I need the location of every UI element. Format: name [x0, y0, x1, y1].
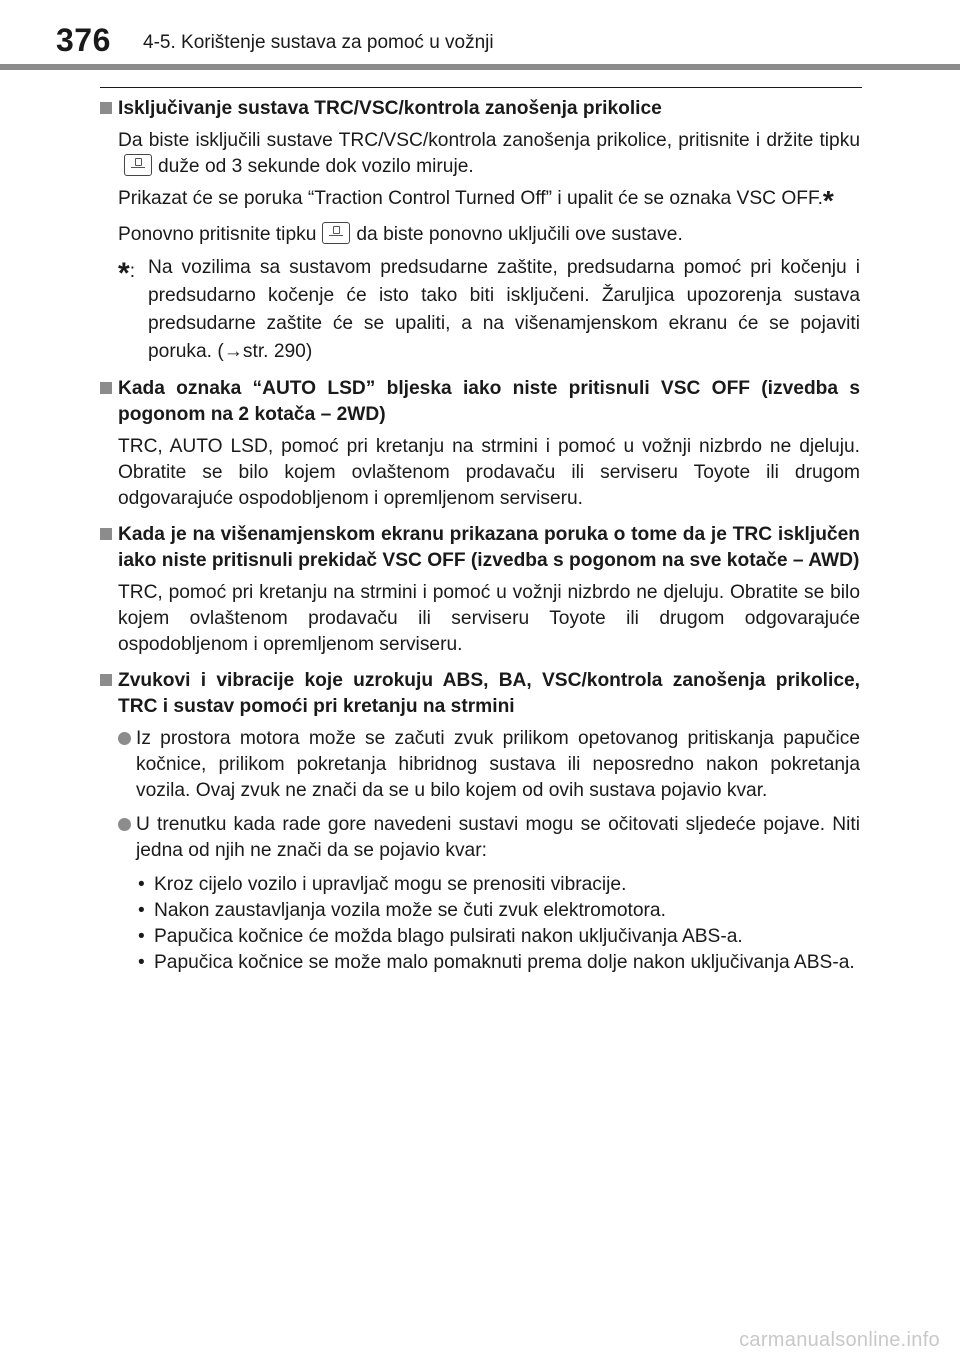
header-title: 4-5. Korištenje sustava za pomoć u vožnji [143, 32, 494, 53]
section-heading [100, 376, 860, 428]
header-band [0, 64, 960, 70]
section-heading-text: Zvukovi i vibracije koje uzrokuju ABS, BA, VSC/kontrola zanošenja prikolice, TRC i sustav pomoći pri kretanju na strmini [118, 670, 860, 717]
rule-line [100, 87, 862, 88]
dot-icon: • [138, 874, 145, 895]
paragraph-text: duže od 3 sekunde dok vozilo miruje. [158, 156, 474, 177]
bullet-item [100, 726, 860, 804]
bullet-text: U trenutku kada rade gore navedeni sustavi mogu se očitovati sljedeće pojave. Niti jedna od njih ne znači da se pojavio kvar: [136, 814, 860, 861]
circle-icon [118, 818, 131, 831]
footnote [100, 254, 860, 366]
list-item: • Papučica kočnice se može malo pomaknuti prema dolje nakon uključivanja ABS-a. [100, 950, 860, 976]
paragraph-text: da biste ponovno uključili ove sustave. [356, 224, 683, 245]
vsc-off-key-icon [322, 222, 350, 244]
footnote-mark: *: [118, 257, 136, 290]
circle-icon [118, 732, 131, 745]
square-icon [100, 102, 112, 114]
square-icon [100, 382, 112, 394]
paragraph-text: Ponovno pritisnite tipku [118, 224, 317, 245]
page-number: 376 [56, 22, 111, 58]
paragraph: TRC, AUTO LSD, pomoć pri kretanju na strmini i pomoć u vožnji nizbrdo ne djeluju. Obratite se bilo kojem ovlaštenom prodavaču ili serviseru Toyote ili drugom odgovarajuće ospodobljenom i opremljenom serviseru. [118, 436, 860, 509]
bullet-item [100, 812, 860, 864]
watermark: carmanualsonline.info [739, 1329, 940, 1351]
square-icon [100, 528, 112, 540]
content [100, 96, 860, 986]
section-auto-lsd [100, 376, 860, 512]
paragraph-text: Prikazat će se poruka “Traction Control Turned Off” i upalit će se oznaka VSC OFF. [118, 188, 823, 209]
section-heading-text: Isključivanje sustava TRC/VSC/kontrola zanošenja prikolice [118, 98, 662, 119]
dot-icon: • [138, 952, 145, 973]
vsc-off-key-icon [124, 154, 152, 176]
section-heading [100, 522, 860, 574]
section-heading [100, 668, 860, 720]
section-heading [100, 96, 860, 122]
paragraph-text: Da biste isključili sustave TRC/VSC/kontrola zanošenja prikolice, pritisnite i držite tipku [118, 130, 860, 151]
footnote-text: Na vozilima sa sustavom predsudarne zaštite, predsudarna pomoć pri kočenju i predsudarno kočenje će isto tako biti isključeni. Žaruljica upozorenja sustava predsudarne zaštite će se upaliti, a na višenamjenskom ekranu će se pojaviti poruka. (→str. 290) [148, 257, 860, 362]
list-item: • Nakon zaustavljanja vozila može se čuti zvuk elektromotora. [100, 898, 860, 924]
paragraph [100, 222, 860, 248]
footnote-star: * [822, 185, 834, 216]
paragraph [100, 128, 860, 180]
list-item: • Papučica kočnice će možda blago pulsirati nakon uključivanja ABS-a. [100, 924, 860, 950]
square-icon [100, 674, 112, 686]
section-heading-text: Kada oznaka “AUTO LSD” bljeska iako niste pritisnuli VSC OFF (izvedba s pogonom na 2 kotača – 2WD) [118, 378, 860, 425]
section-heading-text: Kada je na višenamjenskom ekranu prikazana poruka o tome da je TRC isključen iako niste pritisnuli prekidač VSC OFF (izvedba s pogonom na sve kotače – AWD) [118, 524, 860, 571]
bullet-text: Iz prostora motora može se začuti zvuk prilikom opetovanog pritiskanja papučice kočnice, prilikom pokretanja hibridnog sustava ili neposredno nakon pokretanja vozila. Ovaj zvuk ne znači da se u bilo kojem od ovih sustava pojavio kvar. [136, 728, 860, 801]
paragraph [100, 185, 860, 216]
dot-icon: • [138, 900, 145, 921]
list-item: • Kroz cijelo vozilo i upravljač mogu se prenositi vibracije. [100, 872, 860, 898]
paragraph: TRC, pomoć pri kretanju na strmini i pomoć u vožnji nizbrdo ne djeluju. Obratite se bilo kojem ovlaštenom prodavaču ili serviseru Toyote ili drugom odgovarajuće ospodobljenom i opremljenom serviseru. [118, 582, 860, 655]
section-trc-vsc-off [100, 96, 860, 366]
sub-list [100, 872, 860, 976]
section-sounds-vibrations [100, 668, 860, 976]
section-trc-awd [100, 522, 860, 658]
dot-icon: • [138, 926, 145, 947]
